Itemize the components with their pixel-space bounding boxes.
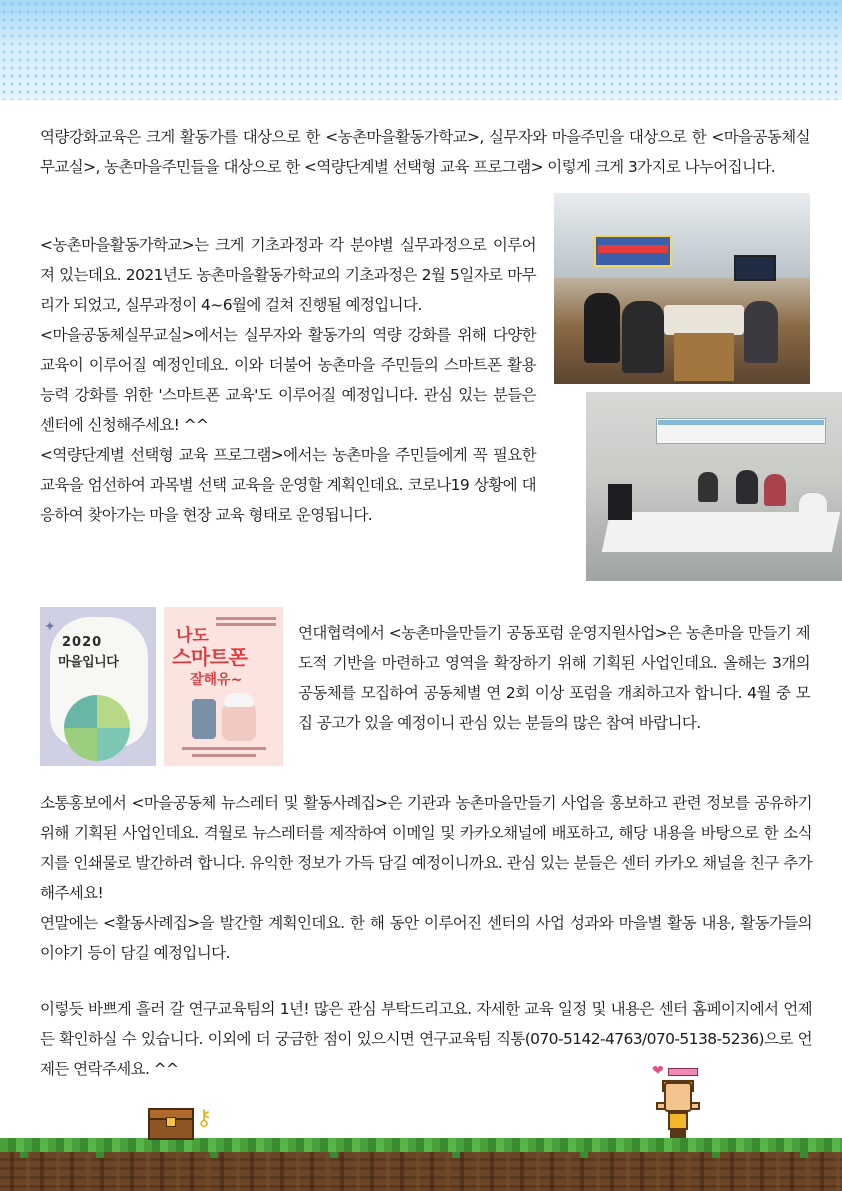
photo-activist-school-meeting	[554, 193, 810, 384]
cover-title: 마을입니다	[58, 655, 119, 670]
key-icon: ⚷	[196, 1106, 213, 1131]
cover-line2: 스마트폰	[172, 645, 248, 669]
paragraph-forum-support: 연대협력에서 <농촌마을만들기 공동포럼 운영지원사업>은 농촌마을 만들기 제도적 기반을 마련하고 영역을 확장하기 위해 기획된 사업인데요. 올해는 3개의 공동체를 모집하여 공동체별 연 2회 이상 포럼을 개최하고자 합니다. 4월 중 모집 공고가 있을 예정이니 관심 있는 분들의 많은 참여 바랍니다.	[298, 624, 810, 732]
pixel-grass	[0, 1138, 842, 1152]
phone-illustration	[192, 699, 216, 739]
cover-line1: 나도	[176, 626, 209, 646]
book-cover-maeul	[40, 607, 156, 766]
paragraph-capacity-education-intro: 역량강화교육은 크게 활동가를 대상으로 한 <농촌마을활동가학교>, 실무자와 마을주민을 대상으로 한 <마을공동체실무교실>, 농촌마을주민들을 대상으로 한 <역량단계별 선택형 교육 프로그램> 이렇게 크게 3가지로 나누어집니다.	[40, 128, 810, 176]
paragraph-programs-detail: <농촌마을활동가학교>는 크게 기초과정과 각 분야별 실무과정으로 이루어져 있는데요. 2021년도 농촌마을활동가학교의 기초과정은 2월 5일자로 마무리가 되었고, 실무과정이 4~6월에 걸쳐 진행될 예정입니다. <마을공동체실무교실>에서는 실무자와 활동가의 역량 강화를 위해 다양한 교육이 이루어질 예정인데요. 이와 더불어 농촌마을 주민들의 스마트폰 활용 능력 강화를 위한 '스마트폰 교육'도 이루어질 예정입니다. 관심 있는 분들은 센터에 신청해주세요! ^^ <역량단계별 선택형 교육 프로그램>에서는 농촌마을 주민들에게 꼭 필요한 교육을 엄선하여 과목별 선택 교육을 운영할 계획인데요. 코로나19 상황에 대응하여 찾아가는 마을 현장 교육 형태로 운영됩니다.	[40, 236, 536, 524]
photo-classroom-training	[586, 392, 842, 581]
pixel-character	[664, 1082, 692, 1112]
pinwheel-illustration	[64, 695, 130, 761]
paragraph-newsletter: 소통홍보에서 <마을공동체 뉴스레터 및 활동사례집>은 기관과 농촌마을만들기 사업을 홍보하고 관련 정보를 공유하기 위해 기획된 사업인데요. 격월로 뉴스레터를 제작하여 이메일 및 카카오채널에 배포하고, 해당 내용을 바탕으로 한 소식지를 인쇄물로 발간하려 합니다. 유익한 정보가 가득 담길 예정이니까요. 관심 있는 분들은 센터 카카오 채널을 친구 추가해주세요! 연말에는 <활동사례집>을 발간할 계획인데요. 한 해 동안 이루어진 센터의 사업 성과와 마을별 활동 내용, 활동가들의 이야기 등이 담길 예정입니다.	[40, 794, 812, 962]
heart-icon: ❤	[652, 1063, 664, 1079]
cover-line3: 잘해유~	[190, 672, 243, 688]
paragraph-closing-contact: 이렇듯 바쁘게 흘러 갈 연구교육팀의 1년! 많은 관심 부탁드리고요. 자세한 교육 일정 및 내용은 센터 홈페이지에서 언제든 확인하실 수 있습니다. 이외에 더 궁금한 점이 있으시면 연구교육팀 직통(070-5142-4763/070-5138-5236)으로 언제든 연락주세요. ^^	[40, 1000, 812, 1078]
cover-year: 2020	[62, 635, 103, 650]
book-cover-smartphone	[164, 607, 283, 766]
pinwheel-icon: ✦	[44, 619, 56, 635]
pixel-sky-header	[0, 0, 842, 100]
health-bar	[668, 1068, 698, 1076]
